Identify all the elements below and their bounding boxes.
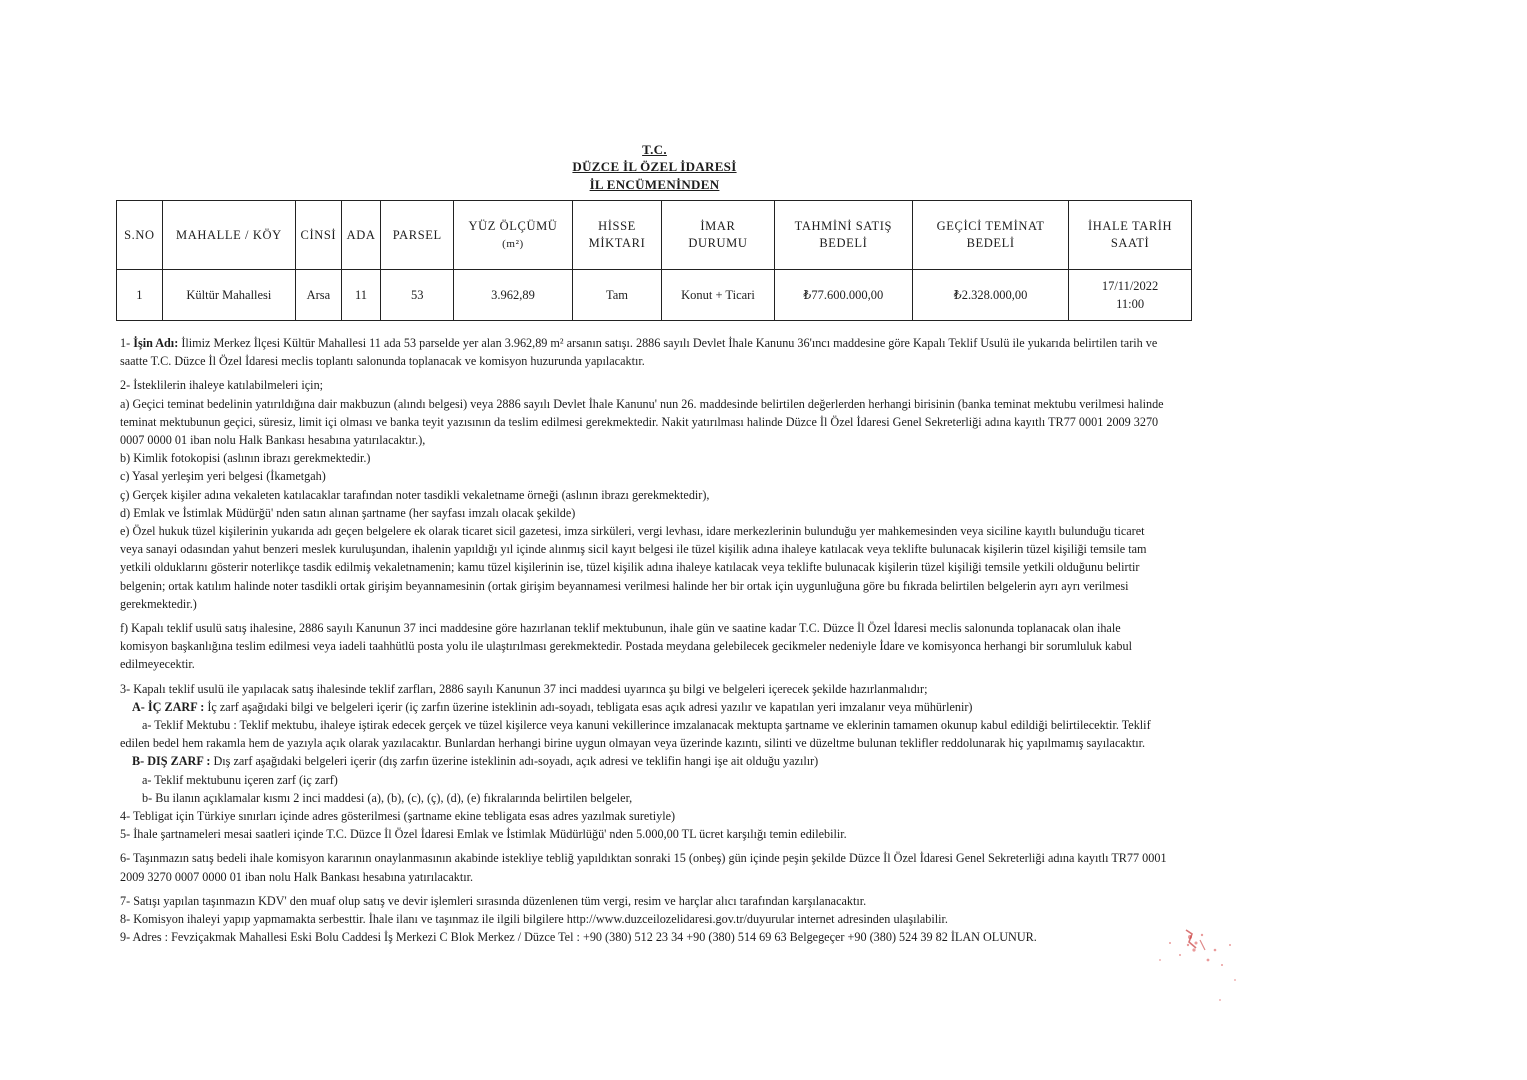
auction-table [116,200,1192,321]
cell-tarih: 17/11/2022 11:00 [1069,270,1192,321]
cell-imar: Konut + Ticari [662,270,774,321]
col-header-parsel: PARSEL [381,201,454,270]
paragraph-2d: d) Emlak ve İstimlak Müdürğü' nden satın alınan şartname (her sayfası imzalı olacak şekilde) [120,505,576,520]
paragraph-4: 4- Tebligat için Türkiye sınırları içinde adres gösterilmesi (şartname ekine tebligata esas adres yazılmak suretiyle) [120,809,676,824]
header-institution: DÜZCE İL ÖZEL İDARESİ [572,159,737,174]
paragraph-3b: B- DIŞ ZARF : Dış zarf aşağıdaki belgeleri içerir (dış zarfın üzerine isteklinin adı-soyadı, açık adresi ve teklifin hangi işe ait olduğu yazılır) [132,754,819,769]
col-header-yuz-olcumu: YÜZ ÖLÇÜMÜ (m²) [454,201,573,270]
col-header-imar: İMAR DURUMU [662,201,774,270]
paragraph-6: 6- Taşınmazın satış bedeli ihale komisyon kararının onaylanmasının akabinde istekliye tebliğ yapıldıktan sonraki 15 (onbeş) gün içinde peşin şekilde Düzce İl Özel İdaresi Genel Sekreterliği adına kayıtlı TR77 0001 2009 3270 0007 0000 01 iban nolu Halk Bankası hesabına yatırılacaktır. [120,851,1167,884]
paragraph-5: 5- İhale şartnameleri mesai saatleri içinde T.C. Düzce İl Özel İdaresi Emlak ve İstimlak Müdürlüğü' nden 5.000,00 TL ücret karşılığı temin edilebilir. [120,827,847,842]
paragraph-8: 8- Komisyon ihaleyi yapıp yapmamakta serbesttir. İhale ilanı ve taşınmaz ile ilgili bilgilere http://www.duzceilozelidaresi.gov.tr/duyurular internet adresinden ulaşılabilir. [120,912,948,927]
cell-sno: 1 [117,270,163,321]
cell-parsel: 53 [381,270,454,321]
cell-teminat: ₺2.328.000,00 [913,270,1069,321]
col-header-sno: S.NO [117,201,163,270]
announcement-body [120,334,1170,947]
table-row [117,270,1192,321]
col-header-ada: ADA [341,201,381,270]
col-header-mahalle: MAHALLE / KÖY [162,201,295,270]
col-header-cinsi: CİNSİ [295,201,341,270]
cell-yuz-olcumu: 3.962,89 [454,270,573,321]
cell-cinsi: Arsa [295,270,341,321]
cell-ada: 11 [341,270,381,321]
col-header-hisse: HİSSE MİKTARI [572,201,661,270]
paragraph-2c: c) Yasal yerleşim yeri belgesi (İkametgah) [120,469,326,484]
paragraph-3a1: a- Teklif Mektubu : Teklif mektubu, ihaleye iştirak edecek gerçek ve tüzel kişilerce veya kanuni vekillerince imzalanacak mektupta şartname ve eklerinin tamamen okunup kabul edildiği belirtilecektir. Teklif edilen bedel hem rakamla hem de yazıyla açık olarak yazılacaktır. Bunlardan herhangi birine uygun olmayan veya üzerinde kazıntı, silinti ve düzeltme bulunan teklifler reddolunarak hiç yapılmamış sayılacaktır. [120,718,1151,751]
paragraph-9: 9- Adres : Fevziçakmak Mahallesi Eski Bolu Caddesi İş Merkezi C Blok Merkez / Düzce Tel : +90 (380) 512 23 34 +90 (380) 514 69 63 Belgegeçer +90 (380) 524 39 82 İLAN OLUNUR. [120,930,1037,945]
paragraph-3: 3- Kapalı teklif usulü ile yapılacak satış ihalesinde teklif zarfları, 2886 sayılı Kanunun 37 inci maddesi uyarınca şu bilgi ve belgeleri içerecek şekilde hazırlanmalıdır; [120,681,928,696]
paragraph-2a: a) Geçici teminat bedelinin yatırıldığına dair makbuzun (alındı belgesi) veya 2886 sayılı Devlet İhale Kanunu' nun 26. maddesinde belirtilen değerlerden herhangi birisinin (banka teminat mektubu verilmesi halinde teminat mektubunun geçici, süresiz, limit içi olması ve banka teyit yazısının da teslim edilmesi gerekmektedir. Nakit yatırılması halinde Düzce İl Özel İdaresi Genel Sekreterliği adına kayıtlı TR77 0001 2009 3270 0007 0000 01 iban nolu Halk Bankası hesabına yatırılacaktır.), [120,396,1164,448]
cell-hisse: Tam [572,270,661,321]
paragraph-2cc: ç) Gerçek kişiler adına vekaleten katılacaklar tarafından noter tasdikli vekaletname örneği (aslının ibrazı gerekmektedir), [120,487,710,502]
col-header-teminat: GEÇİCİ TEMİNAT BEDELİ [913,201,1069,270]
header-tc: T.C. [642,142,667,157]
paragraph-3a: A- İÇ ZARF : İç zarf aşağıdaki bilgi ve belgeleri içerir (iç zarfın üzerine isteklinin adı-soyadı, tebligata esas açık adresi yazılır ve kapatılan yeri imzalanır veya mühürlenir) [132,699,973,714]
seal-stamp-icon [1120,915,1260,1035]
paragraph-2: 2- İsteklilerin ihaleye katılabilmeleri için; [120,378,324,393]
cell-mahalle: Kültür Mahallesi [162,270,295,321]
table-header-row [117,201,1192,270]
paragraph-2b: b) Kimlik fotokopisi (aslının ibrazı gerekmektedir.) [120,451,371,466]
col-header-tarih: İHALE TARİH SAATİ [1069,201,1192,270]
paragraph-3b1: a- Teklif mektubunu içeren zarf (iç zarf) [142,772,338,787]
col-header-tahmini: TAHMİNİ SATIŞ BEDELİ [774,201,912,270]
paragraph-7: 7- Satışı yapılan taşınmazın KDV' den muaf olup satış ve devir işlemleri sırasında düzenlenen tüm vergi, resim ve harçlar alıcı tarafından karşılanacaktır. [120,893,867,908]
cell-tahmini: ₺77.600.000,00 [774,270,912,321]
paragraph-2e: e) Özel hukuk tüzel kişilerinin yukarıda adı geçen belgelere ek olarak ticaret sicil gazetesi, imza sirküleri, vergi levhası, idare merkezlerinin bulunduğu yer mahkemesinden veya siciline kayıtlı bulunduğu ticaret veya sanayi odasından yahut benzeri meslek kuruluşundan, ihalenin yapıldığı yıl içinde alınmış sicil kayıt belgesi ile tüzel kişilik adına ihaleye katılacak veya teklifte bulunacak kişilerin tüzel kişiliği temsile tam yetkili olduklarını gösterir noterlikçe tasdik edilmiş vekaletnamenin; kamu tüzel kişilerinin ise, tüzel kişilik adına ihaleye katılacak veya teklifte bulunacak kişilerin tüzel kişiliği temsile yetkili olduğunu belirtir belgenin; ortak katılım halinde noter tasdikli ortak girişim beyannamesinin (ortak girişim beyannamesi verilmesi halinde her bir ortak için uygunluğuna göre bu fıkrada belirtilen belgelerin ayrı ayrı verilmesi gerekmektedir.) [120,524,1147,611]
paragraph-1: 1- İşin Adı: İlimiz Merkez İlçesi Kültür Mahallesi 11 ada 53 parselde yer alan 3.962,89 m² arsanın satışı. 2886 sayılı Devlet İhale Kanunu 36'ıncı maddesine göre Kapalı Teklif Usulü ile yukarıda belirtilen tarih ve saatte T.C. Düzce İl Özel İdaresi meclis toplantı salonunda toplanacak ve komisyon huzurunda yapılacaktır. [120,336,1158,369]
paragraph-2f: f) Kapalı teklif usulü satış ihalesine, 2886 sayılı Kanunun 37 inci maddesine göre hazırlanan teklif mektubunun, ihale gün ve saatine kadar T.C. Düzce İl Özel İdaresi meclis salonunda toplanacak olan ihale komisyon başkanlığına teslim edilmesi veya iadeli taahhütlü posta yolu ile ulaştırılması gerekmektedir. Postada meydana gelebilecek gecikmeler nedeniyle İdare ve komisyonca herhangi bir sorumluluk kabul edilmeyecektir. [120,621,1132,672]
paragraph-3b2: b- Bu ilanın açıklamalar kısmı 2 inci maddesi (a), (b), (c), (ç), (d), (e) fıkralarında belirtilen belgeler, [142,790,633,805]
header-department: İL ENCÜMENİNDEN [589,177,720,192]
